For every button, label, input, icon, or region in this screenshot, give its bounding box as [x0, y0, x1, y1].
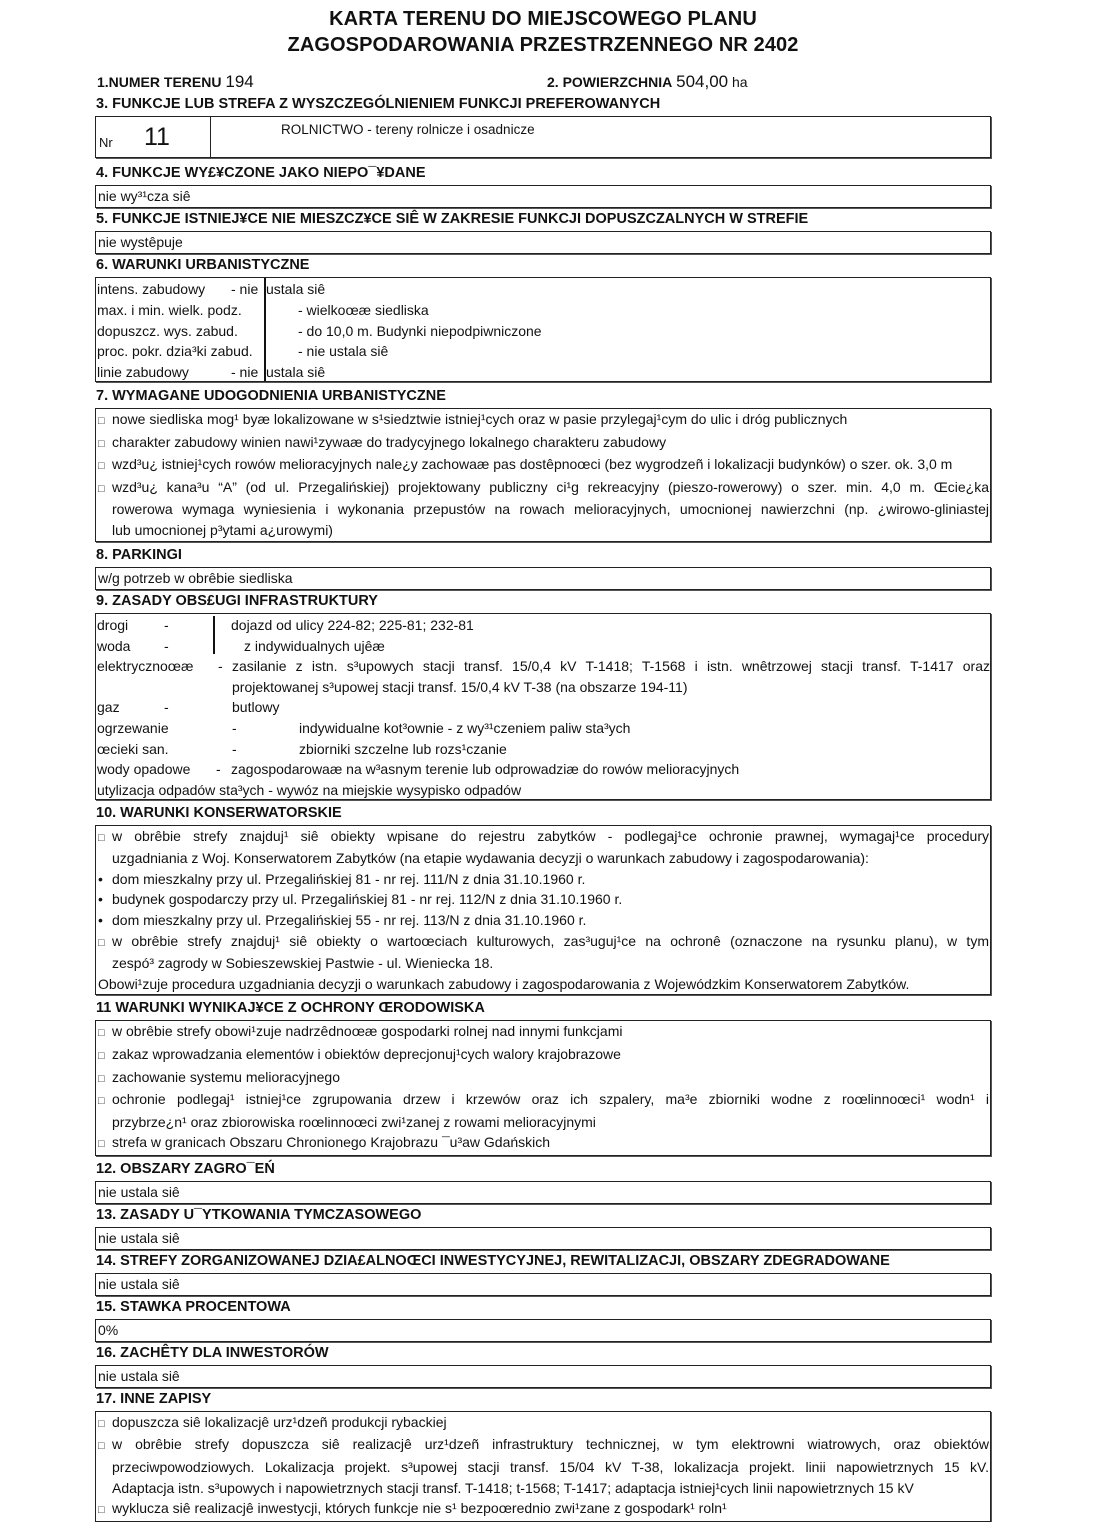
monument-item — [98, 869, 989, 890]
infra-row-label: drogi — [97, 616, 129, 633]
infra-row-value: zasilanie z istn. s³upowych stacji transf. 15/0,4 kV T-1418; T-1568 i istn. wnêtrzowej stacji transf. T-1417 oraz — [232, 657, 990, 674]
urban-row-value: ustala siê — [266, 281, 326, 297]
section-8-heading: 8. PARKINGI — [96, 546, 182, 563]
section-6-box — [95, 277, 991, 382]
infra-row-label: œcieki san. — [97, 740, 169, 757]
section-3-heading: 3. FUNKCJE LUB STREFA Z WYSZCZEGÓLNIENIEM FUNKCJI PREFEROWANYCH — [96, 96, 661, 112]
powierzchnia-field — [547, 72, 748, 92]
list-item — [98, 432, 989, 455]
title-line-1: KARTA TERENU DO MIEJSCOWEGO PLANU — [329, 8, 757, 30]
list-item — [98, 1434, 989, 1498]
section-16-heading: 16. ZACHÊTY DLA INWESTORÓW — [96, 1344, 329, 1361]
section-5-heading: 5. FUNKCJE ISTNIEJ¥CE NIE MIESZCZ¥CE SIÊ W ZAKRESIE FUNKCJI DOPUSZCZALNYCH W STREFIE — [96, 211, 809, 227]
urban-row-dash: - nie — [231, 281, 259, 297]
infra-row-dash: - — [164, 616, 169, 633]
header-fields — [95, 72, 991, 94]
section-9-heading: 9. ZASADY OBS£UGI INFRASTRUKTURY — [96, 592, 378, 609]
section-6-heading: 6. WARUNKI URBANISTYCZNE — [96, 257, 310, 273]
checkbox-bullet-icon: □ — [98, 1027, 105, 1040]
section-12-heading: 12. OBSZARY ZAGRO¯EŃ — [96, 1160, 275, 1177]
urban-row-label: proc. pokr. dzia³ki zabud. — [97, 343, 253, 359]
infra-row-label: utylizacja odpadów sta³ych - wywóz na miejskie wysypisko odpadów — [97, 781, 522, 798]
infra-row-value: z indywidualnych ujêæ — [244, 637, 385, 654]
section-11-box — [95, 1020, 991, 1156]
urban-row-value: - wielkoœæ siedliska — [298, 302, 429, 318]
list-item-text: ochronie podlegaj¹ istniej¹ce zgrupowania drzew i krzewów oraz ich szpalery, ma³e zbiorniki wodne z roœlinnoœci¹ wodn¹ i — [112, 1091, 989, 1108]
infra-row-value: projektowanej s³upowej stacji transf. 15/0,4 kV T-38 (na obszarze 194-11) — [232, 678, 688, 695]
monument-item — [98, 889, 989, 910]
section-4-value: nie wy³¹cza siê — [95, 185, 991, 208]
list-item — [98, 1021, 989, 1044]
list-item — [98, 1067, 989, 1090]
infra-row-label: elektrycznoœæ — [97, 657, 194, 674]
checkbox-bullet-icon: □ — [98, 460, 105, 473]
section-13-value: nie ustala siê — [95, 1227, 991, 1250]
list-item — [98, 454, 989, 477]
section-11-heading: 11 WARUNKI WYNIKAJ¥CE Z OCHRONY ŒRODOWISKA — [96, 1000, 485, 1017]
monument-text: budynek gospodarczy przy ul. Przegalińskiej 81 - nr rej. 112/N z dnia 31.10.1960 r. — [112, 891, 623, 908]
checkbox-bullet-icon: □ — [98, 415, 105, 427]
section-16-value: nie ustala siê — [95, 1365, 991, 1388]
infra-row-dash: - — [232, 740, 237, 757]
section-3-box — [95, 116, 991, 158]
list-item-text: w obrêbie strefy znajduj¹ siê obiekty o wartoœciach kulturowych, zas³uguj¹ce na ochronê (oznaczone na rysunku planu), w tym — [112, 932, 989, 949]
section-12-value: nie ustala siê — [95, 1181, 991, 1204]
dot-bullet-icon: • — [98, 911, 103, 928]
document-title — [95, 6, 991, 58]
title-line-2: ZAGOSPODAROWANIA PRZESTRZENNEGO NR 2402 — [287, 34, 799, 56]
checkbox-bullet-icon: □ — [98, 936, 105, 949]
list-item-text: zachowanie systemu melioracyjnego — [112, 1068, 340, 1085]
list-item-text: lub umocnionej p³ytami a¿urowymi) — [112, 521, 333, 538]
checkbox-bullet-icon: □ — [98, 1138, 105, 1151]
urban-row-value: ustala siê — [266, 364, 326, 380]
urban-row-value: - do 10,0 m. Budynki niepodpiwniczone — [298, 323, 542, 339]
section-14-value: nie ustala siê — [95, 1273, 991, 1296]
list-item-text: przybrze¿n¹ oraz zbiorowiska roœlinnoœci zwi¹zanej z rowami melioracyjnymi — [112, 1113, 596, 1130]
infra-row-dash: - — [164, 637, 169, 654]
column-divider — [213, 616, 215, 654]
closing-note: Obowi¹zuje procedura uzgadniania decyzji o warunkach zabudowy i zagospodarowania z Wojewódzkim Konserwatorem Zabytków. — [98, 975, 910, 992]
urban-row-label: intens. zabudowy — [97, 281, 206, 297]
list-item — [98, 1412, 989, 1435]
numer-terenu-field — [97, 72, 254, 92]
list-item-text: nowe siedliska mog¹ byæ lokalizowane w s¹siedztwie istniej¹cych oraz w pasie przylegaj¹cym do ulic i dróg publicznych — [112, 411, 848, 427]
urban-row-value: - nie ustala siê — [298, 343, 389, 359]
infra-row-dash: - — [164, 698, 169, 715]
section-13-heading: 13. ZASADY U¯YTKOWANIA TYMCZASOWEGO — [96, 1206, 422, 1223]
nr-value: 11 — [144, 123, 170, 151]
checkbox-bullet-icon: □ — [98, 1095, 105, 1108]
dot-bullet-icon: • — [98, 870, 103, 887]
list-item-text: w obrêbie strefy obowi¹zuje nadrzêdnoœæ gospodarki rolnej nad innymi funkcjami — [112, 1023, 623, 1040]
checkbox-bullet-icon: □ — [98, 1504, 105, 1517]
list-item — [98, 409, 989, 432]
list-item — [98, 477, 989, 541]
infra-row-value: butlowy — [232, 698, 280, 715]
list-item-text: zakaz wprowadzania elementów i obiektów deprecjonuj¹cych walory krajobrazowe — [112, 1045, 621, 1062]
numer-terenu-label: 1.NUMER TERENU — [97, 74, 222, 90]
urban-row-label: dopuszcz. wys. zabud. — [97, 323, 238, 339]
nr-label: Nr — [99, 135, 113, 150]
section-4-heading: 4. FUNKCJE WY£¥CZONE JAKO NIEPO¯¥DANE — [96, 165, 426, 181]
section-7-box — [95, 408, 991, 542]
list-item-text: zespó³ zagrody w Sobieszewskiej Pastwie - ul. Wieniecka 18. — [112, 955, 494, 972]
function-number-cell — [96, 117, 211, 157]
list-item — [98, 931, 989, 974]
powierzchnia-value: 504,00 — [676, 72, 729, 91]
section-10-heading: 10. WARUNKI KONSERWATORSKIE — [96, 804, 342, 821]
checkbox-bullet-icon: □ — [98, 1072, 105, 1085]
list-item-text: strefa w granicach Obszaru Chronionego Krajobrazu ¯u³aw Gdańskich — [112, 1134, 551, 1151]
list-item — [98, 826, 989, 869]
list-item-text: uzgadniania z Woj. Konserwatorem Zabytków (na etapie wydawania decyzji o warunkach zabudowy i zagospodarowania): — [112, 850, 869, 867]
section-7-heading: 7. WYMAGANE UDOGODNIENIA URBANISTYCZNE — [96, 388, 446, 404]
document-page — [95, 0, 991, 1522]
list-item — [98, 1498, 989, 1521]
section-17-box — [95, 1411, 991, 1522]
checkbox-bullet-icon: □ — [98, 482, 105, 495]
list-item — [98, 1089, 989, 1132]
checkbox-bullet-icon: □ — [98, 1440, 105, 1453]
powierzchnia-label: 2. POWIERZCHNIA — [547, 74, 673, 90]
section-14-heading: 14. STREFY ZORGANIZOWANEJ DZIA£ALNOŒCI INWESTYCYJNEJ, REWITALIZACJI, OBSZARY ZDEGRADOWANE — [96, 1252, 890, 1269]
section-17-heading: 17. INNE ZAPISY — [96, 1390, 212, 1407]
checkbox-bullet-icon: □ — [98, 831, 105, 844]
infra-row-dash: - — [232, 719, 237, 736]
infra-row-value: zagospodarowaæ na w³asnym terenie lub odprowadziæ do rowów melioracyjnych — [231, 760, 740, 777]
list-item-text: w obrêbie strefy znajduj¹ siê obiekty wpisane do rejestru zabytków - podlegaj¹ce ochronie prawnej, wymagaj¹ce procedury — [112, 827, 989, 844]
infra-row-value: indywidualne kot³ownie - z wy³¹czeniem paliw sta³ych — [299, 719, 631, 736]
section-15-value: 0% — [95, 1319, 991, 1342]
infra-row-label: woda — [97, 637, 131, 654]
infra-row-value: dojazd od ulicy 224-82; 225-81; 232-81 — [231, 616, 474, 633]
checkbox-bullet-icon: □ — [98, 1049, 105, 1062]
section-15-heading: 15. STAWKA PROCENTOWA — [96, 1298, 291, 1315]
monument-text: dom mieszkalny przy ul. Przegalińskiej 81 - nr rej. 111/N z dnia 31.10.1960 r. — [112, 870, 586, 887]
list-item — [98, 1044, 989, 1067]
list-item-text: wyklucza siê realizacjê inwestycji, których funkcje nie s¹ bezpoœrednio zwi¹zane z gospodark¹ roln¹ — [112, 1500, 727, 1517]
infra-row-value: zbiorniki szczelne lub rozs¹czanie — [299, 740, 507, 757]
list-item-text: przeciwpowodziowych. Lokalizacja projekt. s³upowej stacji transf. 15/04 kV T-38, lokalizacja projekt. linii napowietrznych 15 kV. — [112, 1459, 989, 1476]
numer-terenu-value: 194 — [225, 72, 254, 91]
list-item-text: dopuszcza siê lokalizacjê urz¹dzeñ produkcji rybackiej — [112, 1413, 447, 1430]
checkbox-bullet-icon: □ — [98, 437, 105, 450]
list-item-text: w obrêbie strefy dopuszcza siê realizacjê urz¹dzeñ infrastruktury technicznej, w tym elektrowni wiatrowych, oraz obiektów — [112, 1436, 989, 1453]
urban-row-dash: - nie — [231, 364, 259, 380]
monument-item — [98, 910, 989, 931]
section-10-box — [95, 825, 991, 996]
infra-row-dash: - — [218, 657, 223, 674]
infra-row-dash: - — [216, 760, 221, 777]
checkbox-bullet-icon: □ — [98, 1417, 105, 1430]
list-item-text: Adaptacja istn. s³upowych i napowietrznych stacji transf. T-1418; t-1568; T-1417; adaptacja istniej¹cych linii napowietrznych 15 kV — [112, 1479, 914, 1496]
list-item-text: charakter zabudowy winien nawi¹zywaæ do tradycyjnego lokalnego charakteru zabudowy — [112, 433, 667, 450]
infra-row-label: wody opadowe — [97, 760, 191, 777]
urban-row-label: linie zabudowy — [97, 364, 189, 380]
list-item-text: rowerowa wymaga wyniesienia i wykonania przepustów na rowach melioracyjnych, umocnionej nawierzchni (np. ¿wirowo-gliniastej — [112, 501, 989, 518]
urban-row-label: max. i min. wielk. podz. — [97, 302, 242, 318]
list-item — [98, 1132, 989, 1155]
infra-row-label: gaz — [97, 698, 120, 715]
section-8-value: w/g potrzeb w obrêbie siedliska — [95, 567, 991, 590]
list-item-text: wzd³u¿ kana³u “A” (od ul. Przegalińskiej) projektowany publiczny ci¹g rekreacyjny (pieszo-rowerowy) o szer. min. 4,0 m. Œcie¿ka — [112, 478, 989, 495]
section-5-value: nie wystêpuje — [95, 231, 991, 254]
list-item-text: wzd³u¿ istniej¹cych rowów melioracyjnych nale¿y zachowaæ pas dostêpnoœci (bez wygrodzeñ i lokalizacji budynków) o szer. ok. 3,0 m — [112, 456, 953, 473]
section-9-box — [95, 613, 991, 800]
dot-bullet-icon: • — [98, 891, 103, 908]
monument-text: dom mieszkalny przy ul. Przegalińskiej 55 - nr rej. 113/N z dnia 31.10.1960 r. — [112, 911, 587, 928]
powierzchnia-unit: ha — [732, 74, 748, 90]
function-description: ROLNICTWO - tereny rolnicze i osadnicze — [281, 122, 535, 137]
infra-row-label: ogrzewanie — [97, 719, 169, 736]
